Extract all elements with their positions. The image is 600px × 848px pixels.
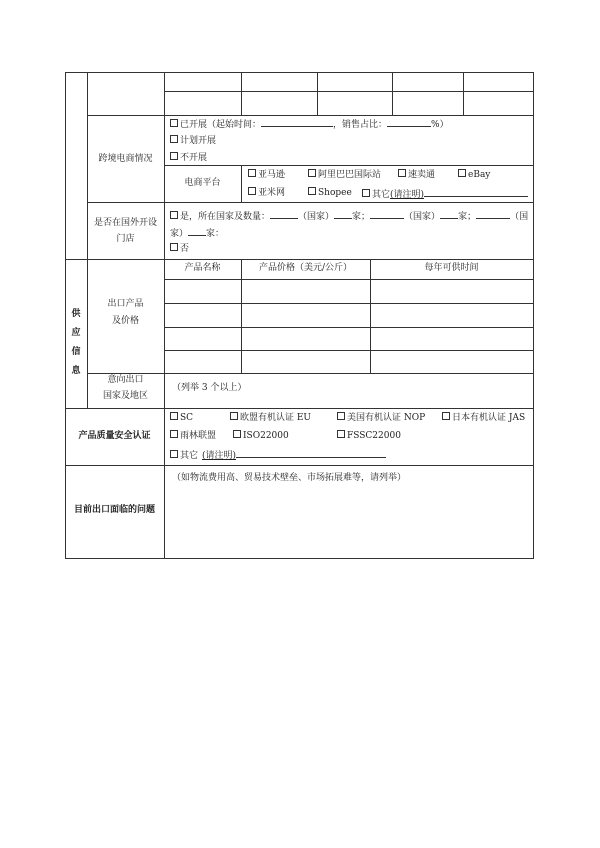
checkbox-icon[interactable]	[248, 187, 256, 195]
platform-alibaba[interactable]: 阿里巴巴国际站	[308, 169, 381, 181]
section-divider	[65, 408, 534, 409]
row-divider	[87, 202, 534, 203]
export-label-line2: 及价格	[111, 316, 139, 326]
problems-hint: （如物流费用高、贸易技术壁垒、市场拓展难等，请列举）	[172, 473, 407, 483]
checkbox-icon[interactable]	[170, 211, 178, 219]
checkbox-icon[interactable]	[170, 119, 178, 127]
row-divider	[164, 279, 534, 280]
stores-yes-option[interactable]: 是，所在国家及数量： （国家） 家； （国家） 家； （国	[170, 209, 528, 223]
platform-label: 电商平台	[184, 178, 221, 188]
count-field[interactable]	[440, 209, 458, 219]
stores-label-line1: 是否在国外开设	[93, 218, 157, 228]
checkbox-icon[interactable]	[398, 169, 406, 177]
count-field[interactable]	[188, 226, 206, 236]
cert-rainforest[interactable]: 雨林联盟	[170, 430, 216, 442]
section-divider	[65, 259, 534, 260]
checkbox-icon[interactable]	[170, 243, 178, 251]
col-divider	[164, 72, 165, 559]
column-header-availability: 每年可供时间	[424, 263, 479, 273]
sales-share-field[interactable]	[387, 117, 431, 127]
col-divider	[392, 72, 393, 116]
checkbox-icon[interactable]	[170, 450, 178, 458]
cert-other[interactable]: 其它 (请注明)	[170, 448, 386, 462]
col-divider	[241, 165, 242, 202]
col-divider	[370, 259, 371, 374]
stores-no-option[interactable]: 否	[170, 243, 189, 255]
stores-label-line2: 门店	[116, 234, 135, 244]
section-divider	[65, 465, 534, 466]
checkbox-icon[interactable]	[230, 412, 238, 420]
cert-sc[interactable]: SC	[170, 412, 193, 424]
country-field[interactable]	[370, 209, 404, 219]
row-divider	[164, 350, 534, 351]
column-header-product: 产品名称	[184, 263, 221, 273]
checkbox-icon[interactable]	[362, 189, 370, 197]
row-divider	[164, 91, 534, 92]
start-time-field[interactable]	[261, 117, 333, 127]
country-field[interactable]	[476, 209, 510, 219]
application-form-table	[65, 72, 534, 559]
platform-amazon[interactable]: 亚马逊	[248, 169, 285, 181]
col-divider	[317, 72, 318, 116]
table-border-left	[65, 72, 66, 559]
col-divider	[463, 72, 464, 116]
cert-jas[interactable]: 日本有机认证 JAS	[442, 412, 525, 424]
other-cert-field[interactable]	[236, 448, 386, 458]
checkbox-icon[interactable]	[442, 412, 450, 420]
checkbox-icon[interactable]	[308, 187, 316, 195]
row-divider	[87, 115, 534, 116]
checkbox-icon[interactable]	[337, 412, 345, 420]
ecommerce-label: 跨境电商情况	[98, 154, 153, 164]
stores-yes-continued: 家） 家：	[170, 226, 224, 240]
ecommerce-planned-option[interactable]: 计划开展	[170, 135, 216, 147]
checkbox-icon[interactable]	[458, 169, 466, 177]
table-border-right	[533, 72, 534, 559]
row-divider	[164, 303, 534, 304]
problems-label: 目前出口面临的问题	[73, 505, 155, 515]
problems-text-area[interactable]	[165, 487, 532, 557]
ecommerce-started-option[interactable]: 已开展（起始时间： ，销售占比： %）	[170, 117, 449, 131]
count-field[interactable]	[334, 209, 352, 219]
other-platform-field[interactable]	[424, 187, 528, 197]
platform-aliexpress[interactable]: 速卖通	[398, 169, 435, 181]
cert-eu[interactable]: 欧盟有机认证 EU	[230, 412, 311, 424]
checkbox-icon[interactable]	[170, 412, 178, 420]
ecommerce-none-option[interactable]: 不开展	[170, 152, 207, 164]
supply-section-label: 供 应 信 息	[71, 309, 81, 376]
target-label-line1: 意向出口	[107, 375, 144, 385]
checkbox-icon[interactable]	[170, 135, 178, 143]
checkbox-icon[interactable]	[248, 169, 256, 177]
column-header-price: 产品价格（美元/公斤）	[258, 263, 353, 273]
col-divider	[241, 72, 242, 116]
target-label-line2: 国家及地区	[102, 391, 148, 401]
checkbox-icon[interactable]	[170, 430, 178, 438]
platform-other[interactable]: 其它(请注明)	[362, 187, 528, 201]
checkbox-icon[interactable]	[233, 430, 241, 438]
platform-shopee[interactable]: Shopee	[308, 187, 352, 199]
row-divider	[87, 373, 534, 374]
certification-label: 产品质量安全认证	[78, 431, 151, 441]
platform-ebay[interactable]: eBay	[458, 169, 490, 181]
table-border-bottom	[65, 558, 534, 559]
row-divider	[164, 165, 534, 166]
checkbox-icon[interactable]	[337, 430, 345, 438]
cert-fssc22000[interactable]: FSSC22000	[337, 430, 401, 442]
target-hint: （列举 3 个以上）	[172, 383, 247, 393]
col-divider	[241, 259, 242, 374]
export-label-line1: 出口产品	[107, 299, 144, 309]
platform-yamibuy[interactable]: 亚米网	[248, 187, 285, 199]
checkbox-icon[interactable]	[308, 169, 316, 177]
cert-iso22000[interactable]: ISO22000	[233, 430, 289, 442]
country-field[interactable]	[270, 209, 298, 219]
row-divider	[164, 327, 534, 328]
checkbox-icon[interactable]	[170, 152, 178, 160]
cert-nop[interactable]: 美国有机认证 NOP	[337, 412, 425, 424]
